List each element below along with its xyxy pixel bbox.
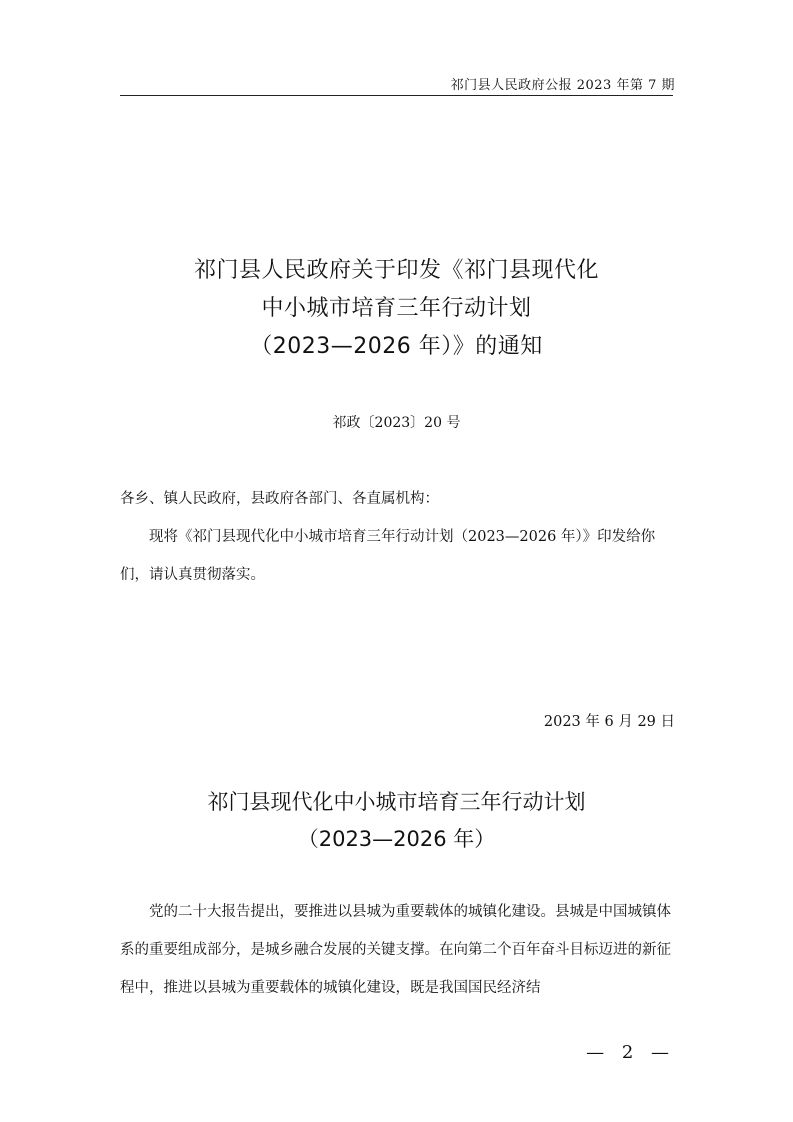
notice-title-line: （2023—2026 年）》的通知 xyxy=(250,334,543,359)
plan-intro-paragraph: 党的二十大报告提出，要推进以县城为重要载体的城镇化建设。县城是中国城镇体系的重要组成部分，是城乡融合发展的关键支撑。在向第二个百年奋斗目标迈进的新征程中，推进以县城为重要载体的城镇化建设，既是我国国民经济结 xyxy=(120,904,671,996)
issue-date: 2023 年 6 月 29 日 xyxy=(543,714,675,730)
plan-title-line: 祁门县现代化中小城市培育三年行动计划 xyxy=(207,790,586,814)
plan-title-line: （2023—2026 年） xyxy=(297,827,496,851)
document-number: 祁政〔2023〕20 号 xyxy=(332,415,461,431)
notice-body: 现将《祁门县现代化中小城市培育三年行动计划（2023—2026 年）》印发给你们，请认真贯彻落实。 xyxy=(120,529,656,583)
notice-title-line: 中小城市培育三年行动计划 xyxy=(261,296,532,321)
plan-title xyxy=(100,784,693,858)
addressee: 各乡、镇人民政府，县政府各部门、各直属机构： xyxy=(120,491,439,507)
notice-title-line: 祁门县人民政府关于印发《祁门县现代化 xyxy=(193,258,599,283)
notice-title xyxy=(100,252,693,366)
page-number: — 2 — xyxy=(586,1042,675,1063)
running-head: 祁门县人民政府公报 2023 年第 7 期 xyxy=(450,78,675,93)
header-rule xyxy=(120,95,673,96)
